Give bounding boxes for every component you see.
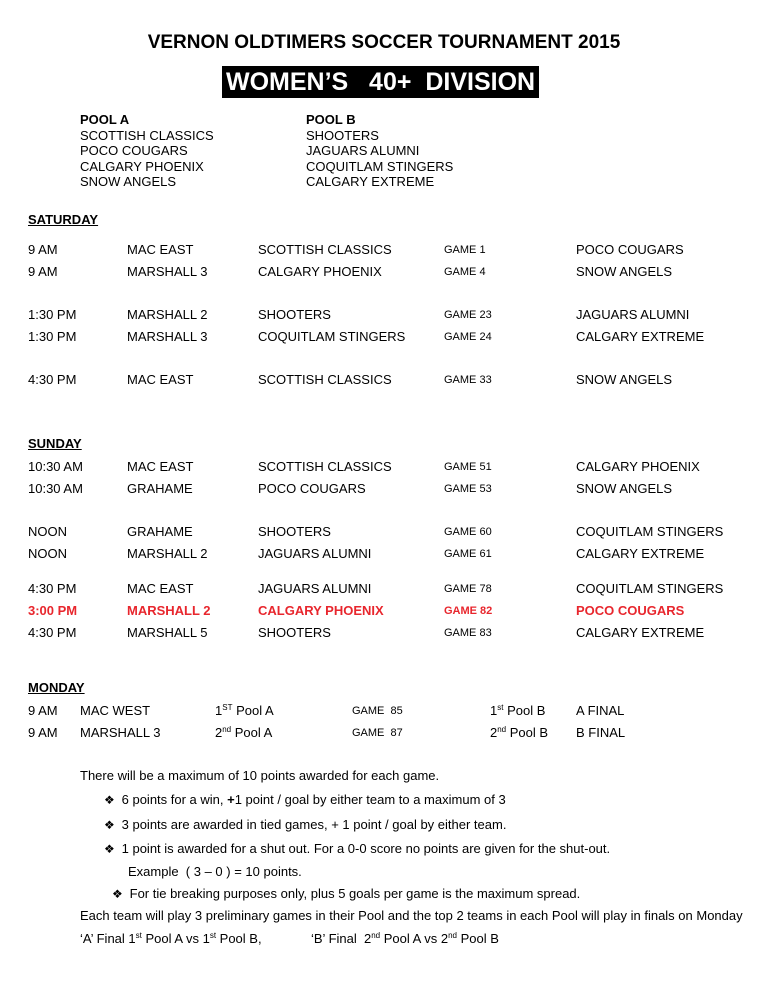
game-time: 9 AM <box>28 242 58 257</box>
tiebreak-bullet: ❖ For tie breaking purposes only, plus 5 goals per game is the maximum spread. <box>112 886 581 901</box>
game-number: GAME 85 <box>352 705 403 717</box>
home-team: SCOTTISH CLASSICS <box>258 242 392 257</box>
away-team: CALGARY EXTREME <box>576 329 705 344</box>
pool-a <box>80 112 214 190</box>
away-team: CALGARY EXTREME <box>576 625 705 640</box>
game-field: GRAHAME <box>127 524 193 539</box>
game-time: NOON <box>28 546 67 561</box>
game-field: MARSHALL 5 <box>127 625 208 640</box>
game-time: 4:30 PM <box>28 625 77 640</box>
game-time: 3:00 PM <box>28 603 78 618</box>
game-time: 10:30 AM <box>28 481 83 496</box>
home-team: CALGARY PHOENIX <box>258 603 384 618</box>
diamond-bullet-icon: ❖ <box>104 818 115 832</box>
game-number: GAME 33 <box>444 374 492 386</box>
points-bullet: ❖ 3 points are awarded in tied games, + 1 point / goal by either team. <box>104 817 507 832</box>
game-time: 9 AM <box>28 264 58 279</box>
away-team: JAGUARS ALUMNI <box>576 307 690 322</box>
game-field: MARSHALL 2 <box>127 307 208 322</box>
final-label: A FINAL <box>576 703 625 718</box>
game-field: MARSHALL 2 <box>127 603 211 618</box>
pool-b-team: COQUITLAM STINGERS <box>306 158 454 174</box>
game-field: MARSHALL 3 <box>127 264 208 279</box>
game-field: MARSHALL 2 <box>127 546 208 561</box>
pool-a-title: POOL A <box>80 112 130 127</box>
game-field: MAC EAST <box>127 581 194 596</box>
pool-b-title: POOL B <box>306 112 356 127</box>
game-time: 9 AM <box>28 725 58 740</box>
away-team: CALGARY PHOENIX <box>576 459 700 474</box>
home-team: COQUITLAM STINGERS <box>258 329 406 344</box>
home-team: CALGARY PHOENIX <box>258 264 382 279</box>
game-number: GAME 78 <box>444 583 492 595</box>
diamond-bullet-icon: ❖ <box>104 842 115 856</box>
game-field: MARSHALL 3 <box>127 329 208 344</box>
game-field: MAC EAST <box>127 242 194 257</box>
game-number: GAME 82 <box>444 605 493 617</box>
away-team: POCO COUGARS <box>576 603 685 618</box>
game-number: GAME 51 <box>444 461 492 473</box>
game-time: NOON <box>28 524 67 539</box>
pool-b-team: CALGARY EXTREME <box>306 174 435 189</box>
saturday-heading: SATURDAY <box>28 212 99 227</box>
away-team: COQUITLAM STINGERS <box>576 581 724 596</box>
points-example: Example ( 3 – 0 ) = 10 points. <box>128 864 302 879</box>
away-team: POCO COUGARS <box>576 242 684 257</box>
b-final-note: ‘B’ Final 2nd Pool A vs 2nd Pool B <box>311 931 499 946</box>
final-label: B FINAL <box>576 725 626 740</box>
game-number: GAME 24 <box>444 331 492 343</box>
game-field: MARSHALL 3 <box>80 725 161 740</box>
away-team: SNOW ANGELS <box>576 481 673 496</box>
game-field: MAC EAST <box>127 372 194 387</box>
game-number: GAME 87 <box>352 727 403 739</box>
home-team: JAGUARS ALUMNI <box>258 546 372 561</box>
game-field: GRAHAME <box>127 481 193 496</box>
game-number: GAME 4 <box>444 266 486 278</box>
away-team: CALGARY EXTREME <box>576 546 705 561</box>
pool-b-team: SHOOTERS <box>306 127 379 143</box>
away-team: COQUITLAM STINGERS <box>576 524 724 539</box>
pool-a-team: POCO COUGARS <box>80 143 188 158</box>
points-bullet: ❖ 1 point is awarded for a shut out. For a 0-0 score no points are given for the shut-out. <box>104 841 611 856</box>
home-team: SHOOTERS <box>258 307 331 322</box>
division-banner: WOMEN’S 40+ DIVISION <box>222 66 539 98</box>
sunday-heading: SUNDAY <box>28 436 82 451</box>
game-number: GAME 53 <box>444 483 492 495</box>
home-team: SHOOTERS <box>258 524 331 539</box>
pool-a-team: SNOW ANGELS <box>80 174 177 189</box>
pool-b <box>306 112 453 190</box>
away-seed: 1st Pool B <box>490 703 546 718</box>
game-field: MAC EAST <box>127 459 194 474</box>
home-team: SHOOTERS <box>258 625 331 640</box>
home-team: SCOTTISH CLASSICS <box>258 372 392 387</box>
points-intro: There will be a maximum of 10 points awarded for each game. <box>80 768 440 783</box>
pool-a-team: SCOTTISH CLASSICS <box>80 127 214 143</box>
game-number: GAME 60 <box>444 526 492 538</box>
diamond-bullet-icon: ❖ <box>104 793 115 807</box>
game-number: GAME 83 <box>444 627 492 639</box>
game-number: GAME 23 <box>444 309 492 321</box>
game-time: 1:30 PM <box>28 307 77 322</box>
away-team: SNOW ANGELS <box>576 264 673 279</box>
game-number: GAME 61 <box>444 548 492 560</box>
game-time: 9 AM <box>28 703 58 718</box>
pool-a-team: CALGARY PHOENIX <box>80 158 204 174</box>
a-final-note: ‘A’ Final 1st Pool A vs 1st Pool B, <box>80 931 262 946</box>
home-team: JAGUARS ALUMNI <box>258 581 372 596</box>
game-time: 10:30 AM <box>28 459 83 474</box>
home-seed: 1ST Pool A <box>215 703 274 718</box>
game-time: 1:30 PM <box>28 329 77 344</box>
points-bullet: ❖ 6 points for a win, +1 point / goal by either team to a maximum of 3 <box>104 792 506 807</box>
page-title: VERNON OLDTIMERS SOCCER TOURNAMENT 2015 <box>147 32 621 53</box>
pool-b-team: JAGUARS ALUMNI <box>306 143 420 158</box>
game-time: 4:30 PM <box>28 581 77 596</box>
diamond-bullet-icon: ❖ <box>112 887 123 901</box>
away-seed: 2nd Pool B <box>490 725 549 740</box>
home-team: POCO COUGARS <box>258 481 366 496</box>
home-team: SCOTTISH CLASSICS <box>258 459 392 474</box>
monday-heading: MONDAY <box>28 680 85 695</box>
home-seed: 2nd Pool A <box>215 725 273 740</box>
away-team: SNOW ANGELS <box>576 372 673 387</box>
game-time: 4:30 PM <box>28 372 77 387</box>
finals-note: Each team will play 3 preliminary games in their Pool and the top 2 teams in each Pool will play in finals on Monday <box>80 908 743 923</box>
game-number: GAME 1 <box>444 244 486 256</box>
game-field: MAC WEST <box>80 703 151 718</box>
